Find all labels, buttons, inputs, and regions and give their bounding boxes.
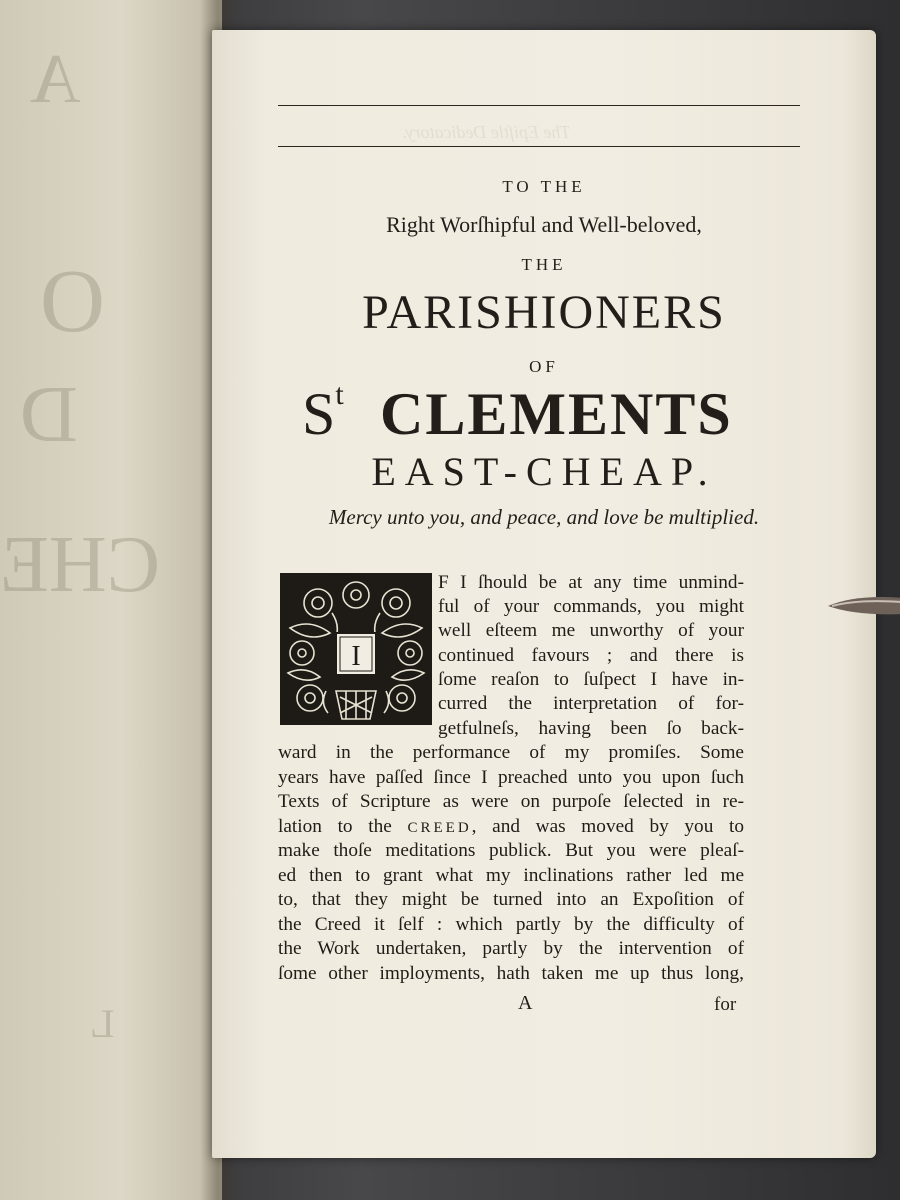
header-rule-top <box>278 105 800 106</box>
bleed-through: The Epiſtle Dedicatory. <box>402 122 571 142</box>
body-line-1: F I ſhould be at any time unmind- <box>438 572 744 593</box>
clements-heading: CLEMENTS <box>380 381 733 447</box>
body-line-11-start: lation to the <box>278 816 392 837</box>
decorated-initial <box>280 573 432 725</box>
header-rule-bottom <box>278 146 800 147</box>
body-line-7: getfulneſs, having been ſo back- <box>438 718 744 739</box>
drop-cap-letter: I <box>351 641 361 672</box>
parishioners-heading: PARISHIONERS <box>362 286 726 339</box>
right-worshipful-line: Right Worſhipful and Well-beloved, <box>386 212 702 237</box>
st-superscript: t <box>335 378 344 411</box>
creed-word: CREED <box>407 820 472 836</box>
st-prefix: $S^t$ <box>302 378 344 447</box>
to-the-line: TO THE <box>502 177 586 196</box>
of-line: OF <box>529 357 559 376</box>
the-line: THE <box>521 255 567 274</box>
catchword: for <box>714 994 737 1015</box>
show-through-mark: O <box>40 252 105 351</box>
signature-mark: A <box>518 992 533 1014</box>
body-line-4: continued favours ; and there is <box>438 645 744 666</box>
body-line-6: curred the interpretation of for- <box>438 693 744 714</box>
body-line-14: to, that they might be turned into an Expoſition of <box>278 889 744 910</box>
body-line-11 <box>278 815 744 840</box>
body-line-12: make thoſe meditations publick. But you were pleaſ- <box>278 840 744 861</box>
body-line-13: ed then to grant what my inclinations rather led me <box>278 865 744 886</box>
body-line-11-end: , and was moved by you to <box>471 816 744 837</box>
bookmark-pointer-icon <box>826 590 900 620</box>
body-line-10: Texts of Scripture as were on purpoſe ſelected in re- <box>278 791 744 812</box>
body-line-8: ward in the performance of my promiſes. Some <box>278 742 744 763</box>
body-line-16: the Work undertaken, partly by the intervention of <box>278 938 744 959</box>
show-through-mark: A <box>30 41 81 118</box>
show-through-mark: D <box>20 371 78 459</box>
book-page <box>212 30 876 1158</box>
body-line-15: the Creed it ſelf : which partly by the difficulty of <box>278 914 744 935</box>
floral-ornament-icon <box>280 573 432 725</box>
show-through-mark: L <box>90 1001 115 1046</box>
facing-page <box>0 0 222 1200</box>
body-line-2: ful of your commands, you might <box>438 596 744 617</box>
body-line-3: well eſteem me unworthy of your <box>438 620 744 641</box>
blessing-line: Mercy unto you, and peace, and love be multiplied. <box>328 505 760 529</box>
body-line-5: ſome reaſon to ſuſpect I have in- <box>438 669 744 690</box>
body-line-17: ſome other imployments, hath taken me up thus long, <box>278 963 744 984</box>
east-cheap-heading: EAST-CHEAP. <box>371 449 717 494</box>
body-line-9: years have paſſed ſince I preached unto you upon ſuch <box>278 767 744 788</box>
show-through-mark: CHE <box>0 521 160 609</box>
